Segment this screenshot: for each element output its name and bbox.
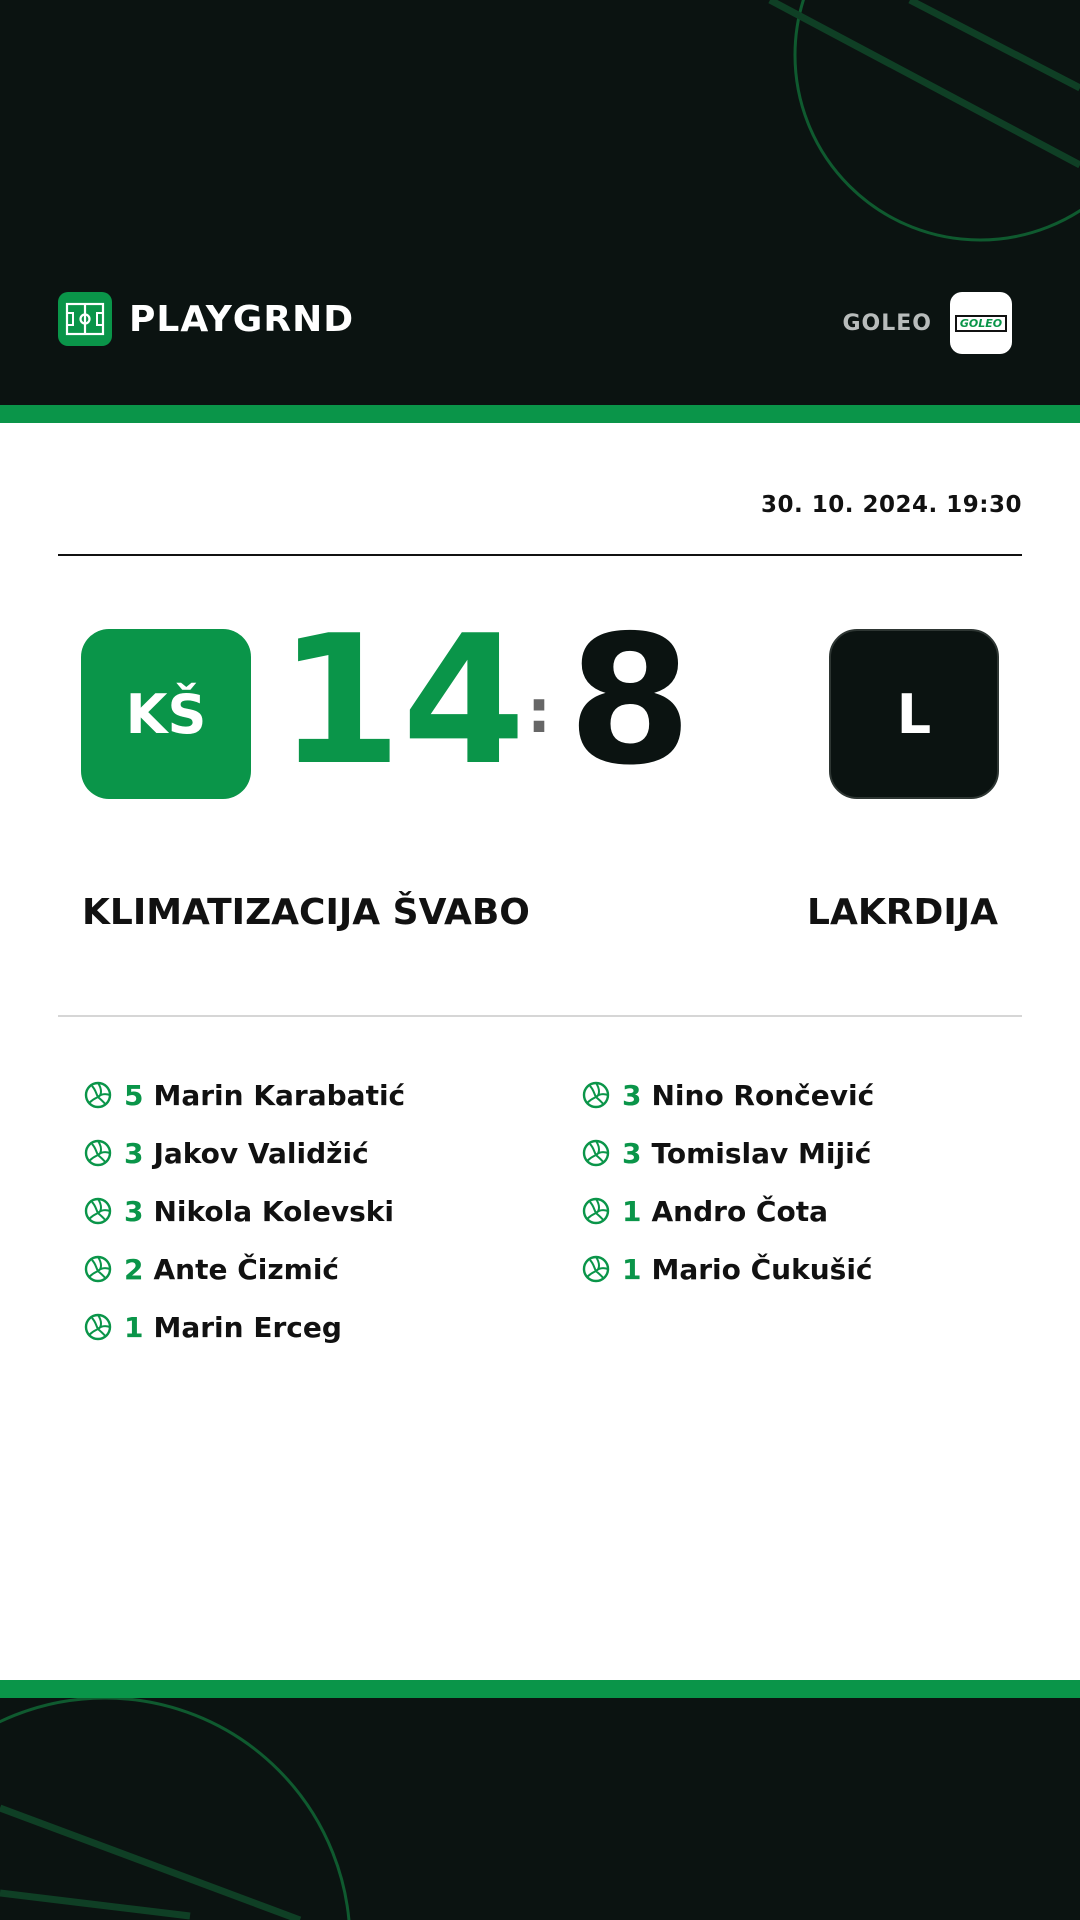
scorer-row [582, 1124, 874, 1182]
away-score: 8 [568, 597, 692, 804]
scorer-row [84, 1124, 405, 1182]
scorer-name: Jakov Validžić [153, 1136, 369, 1170]
ball-icon [84, 1197, 112, 1225]
ball-icon [582, 1139, 610, 1167]
scorer-row [84, 1240, 405, 1298]
scorer-row [84, 1298, 405, 1356]
scorer-row [582, 1240, 874, 1298]
footer-accent-stripe [0, 1680, 1080, 1698]
pitch-icon [58, 292, 112, 346]
ball-icon [84, 1081, 112, 1109]
brand [58, 292, 354, 346]
partner-name: GOLEO [842, 310, 932, 336]
score-separator: : [527, 677, 551, 747]
away-team-badge: L [829, 629, 999, 799]
scorer-row [84, 1066, 405, 1124]
partner-logo [950, 292, 1012, 354]
scorer-goals: 2 [124, 1252, 144, 1286]
scorer-name: Ante Čizmić [153, 1252, 340, 1286]
home-team-name: KLIMATIZACIJA ŠVABO [82, 892, 530, 933]
brand-name: PLAYGRND [129, 298, 355, 340]
scorer-name: Mario Čukušić [651, 1252, 873, 1286]
away-team-name: LAKRDIJA [807, 892, 998, 933]
ball-icon [84, 1255, 112, 1283]
court-lines-decoration [0, 1698, 1080, 1920]
scorer-row [582, 1182, 874, 1240]
ball-icon [84, 1139, 112, 1167]
footer-band [0, 1698, 1080, 1920]
scorer-name: Nikola Kolevski [153, 1194, 395, 1228]
ball-icon [582, 1255, 610, 1283]
partner-logo-text: GOLEO [955, 315, 1007, 332]
partner [842, 292, 1012, 354]
ball-icon [582, 1197, 610, 1225]
home-team-badge: KŠ [81, 629, 251, 799]
scorer-row [84, 1182, 405, 1240]
ball-icon [582, 1081, 610, 1109]
scorer-name: Andro Čota [651, 1194, 828, 1228]
header-accent-stripe [0, 405, 1080, 423]
match-datetime: 30. 10. 2024. 19:30 [761, 492, 1022, 518]
scorer-goals: 3 [124, 1136, 144, 1170]
scorer-name: Marin Erceg [153, 1310, 342, 1344]
scorer-name: Tomislav Mijić [651, 1136, 872, 1170]
scorer-goals: 1 [622, 1252, 642, 1286]
scorer-goals: 5 [124, 1078, 144, 1112]
scorer-goals: 1 [124, 1310, 144, 1344]
scorer-goals: 3 [622, 1136, 642, 1170]
scorer-goals: 3 [622, 1078, 642, 1112]
home-score: 14 [278, 597, 526, 804]
away-scorers-list [582, 1066, 874, 1298]
scorer-name: Nino Rončević [651, 1078, 875, 1112]
divider [58, 554, 1022, 556]
ball-icon [84, 1313, 112, 1341]
scorer-goals: 3 [124, 1194, 144, 1228]
scorer-goals: 1 [622, 1194, 642, 1228]
scorer-name: Marin Karabatić [153, 1078, 406, 1112]
header-band [0, 0, 1080, 405]
scorer-row [582, 1066, 874, 1124]
divider [58, 1015, 1022, 1017]
home-scorers-list [84, 1066, 405, 1356]
